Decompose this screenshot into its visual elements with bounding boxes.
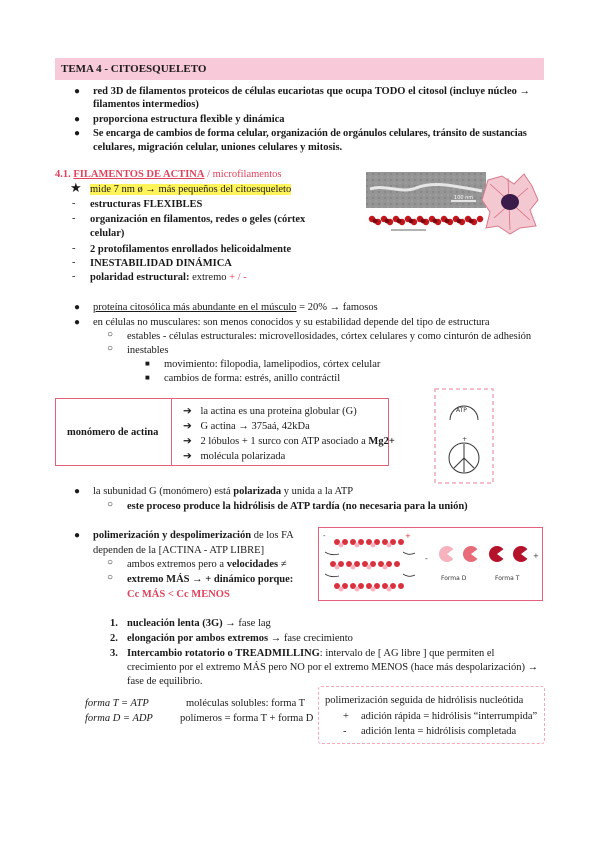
step-3: Intercambio rotatorio o TREADMILLING: intervalo de [ AG libre ] que permiten el — [127, 648, 495, 659]
bullet-icon: ● — [74, 86, 81, 97]
bullet-icon: ● — [74, 317, 81, 328]
plus-sign: + — [533, 552, 539, 560]
form-d-desc: polímeros = forma T + forma D — [180, 713, 314, 724]
star-item: mide 7 nm ø → más pequeños del citoesqueleto — [90, 184, 292, 195]
step-2-num: 2. — [110, 633, 118, 644]
intro-bullet-1-cont: filamentos intermedios) — [93, 99, 199, 110]
monomer-plus: + — [462, 436, 468, 443]
poly-line-2: dependen de la [ACTINA - ATP LIBRE] — [93, 545, 265, 556]
monomer-figure — [434, 388, 494, 484]
section-title: FILAMENTOS DE ACTINA — [73, 169, 205, 180]
unstable-item: inestables — [127, 345, 169, 356]
stable-item: estables - células estructurales: microvellosidades, córtex celulares y como cinturón de adhesión — [127, 331, 532, 342]
scale-label: 100 nm — [454, 195, 474, 201]
circle-bullet-icon: ○ — [107, 329, 114, 340]
dash-item-2-cont: celular) — [90, 228, 125, 239]
hydrolysis-fast: adición rápida = hidrólisis “interrumpida” — [361, 711, 538, 722]
subunit-sub: este proceso produce la hidrólisis de ATP tardía (no necesaria para la unión) — [127, 501, 468, 512]
cell-nucleus — [501, 194, 519, 210]
dash-item-4: INESTABILIDAD DINÁMICA — [90, 258, 232, 269]
step-2: elongación por ambos extremos → fase crecimiento — [127, 633, 353, 644]
forma-d-label: Forma D — [441, 575, 467, 582]
page-title: TEMA 4 - CITOESQUELETO — [55, 58, 544, 80]
bullet-icon: ● — [74, 486, 81, 497]
poly-line-1: polimerización y despolimerización de los FA — [93, 530, 294, 541]
minus-sign: - — [425, 554, 428, 563]
filament-beads — [369, 216, 483, 225]
step-1-num: 1. — [110, 618, 118, 629]
filament-rows — [323, 532, 415, 592]
dash-item-1: estructuras FLEXIBLES — [90, 199, 203, 210]
polymerization-diagram — [319, 528, 542, 600]
monomer-row — [425, 546, 539, 582]
intro-bullet-2: proporciona estructura flexible y dinámica — [93, 114, 285, 125]
star-icon: ★ — [70, 180, 82, 195]
atp-label: ATP — [456, 407, 467, 414]
movement-item: movimiento: filopodia, lamelipodios, córtex celular — [164, 359, 381, 370]
step-1: nucleación lenta (3G) → fase lag — [127, 618, 271, 629]
hydrolysis-box — [318, 686, 545, 744]
dash-item-3: 2 protofilamentos enrollados helicoidalmente — [90, 244, 292, 255]
form-t-desc: moléculas solubles: forma T — [186, 698, 306, 709]
section-heading — [55, 168, 281, 181]
section-subtitle: / microfilamentos — [204, 169, 282, 180]
bullet-icon: ● — [74, 128, 81, 139]
cell-figure — [480, 170, 542, 238]
poly-cc: Cc MÁS < Cc MENOS — [127, 589, 230, 600]
svg-text:+: + — [405, 532, 411, 540]
bullet-icon: ● — [74, 114, 81, 125]
table-row-4: ➔ molécula polarizada — [183, 451, 286, 462]
intro-bullet-3: Se encarga de cambios de forma celular, organización de orgánulos celulares, tránsito de sustancias — [93, 128, 527, 139]
poly-speeds: ambos extremos pero a velocidades ≠ — [127, 559, 287, 570]
step-3-end: fase de equilibrio. — [127, 676, 203, 687]
table-row-2: ➔ G actina → 375aá, 42kDa — [183, 421, 310, 432]
table-row-1: ➔ la actina es una proteína globular (G) — [183, 406, 357, 417]
section-number: 4.1. — [55, 169, 71, 180]
hydrolysis-title: polimerización seguida de hidrólisis nucleótida — [325, 695, 524, 706]
polymerization-figure — [318, 527, 543, 601]
form-d: forma D = ADP — [85, 713, 153, 724]
nonmuscle-bullet: en células no musculares: son menos conocidos y su estabilidad depende del tipo de estructura — [93, 317, 490, 328]
monomer-table — [55, 398, 395, 466]
circle-bullet-icon: ○ — [107, 499, 114, 510]
table-divider — [171, 399, 172, 465]
bullet-icon: ● — [74, 530, 81, 541]
shape-change-item: cambios de forma: estrés, anillo contráctil — [164, 373, 341, 384]
forma-t-label: Forma T — [495, 575, 520, 582]
dash-item-5: polaridad estructural: extremo + / - — [90, 272, 247, 283]
circle-bullet-icon: ○ — [107, 557, 114, 568]
square-bullet-icon: ■ — [145, 359, 150, 368]
step-3-cont: crecimiento por el extremo MÁS pero NO por el extremo MENOS (hace más despolarización) → — [127, 662, 539, 673]
circle-bullet-icon: ○ — [107, 572, 114, 583]
actin-filament-figure — [366, 172, 486, 238]
protein-bullet: proteína citosólica más abundante en el músculo = 20% → famosos — [93, 302, 378, 313]
square-bullet-icon: ■ — [145, 373, 150, 382]
bullet-icon: ● — [74, 302, 81, 313]
intro-bullet-1: red 3D de filamentos proteicos de células eucariotas que ocupa TODO el citosol (incluye núcleo → — [93, 86, 530, 97]
poly-plus-end: extremo MÁS → + dinámico porque: — [127, 574, 294, 585]
hydrolysis-slow: adición lenta = hidrólisis completada — [361, 726, 517, 737]
form-t: forma T = ATP — [85, 698, 149, 709]
subunit-bullet: la subunidad G (monómero) está polarizada y unida a la ATP — [93, 486, 354, 497]
circle-bullet-icon: ○ — [107, 343, 114, 354]
hydrolysis-plus: + — [343, 711, 349, 722]
table-label: monómero de actina — [67, 427, 159, 438]
step-3-num: 3. — [110, 648, 118, 659]
hydrolysis-minus: - — [343, 726, 347, 737]
intro-bullet-3-cont: celulares, migración celular, uniones celulares y mitosis. — [93, 142, 343, 153]
dash-item-2: organización en filamentos, redes o geles (córtex — [90, 214, 306, 225]
svg-text:-: - — [323, 532, 326, 540]
table-row-3: ➔ 2 lóbulos + 1 surco con ATP asociado a Mg2+ — [183, 436, 395, 447]
